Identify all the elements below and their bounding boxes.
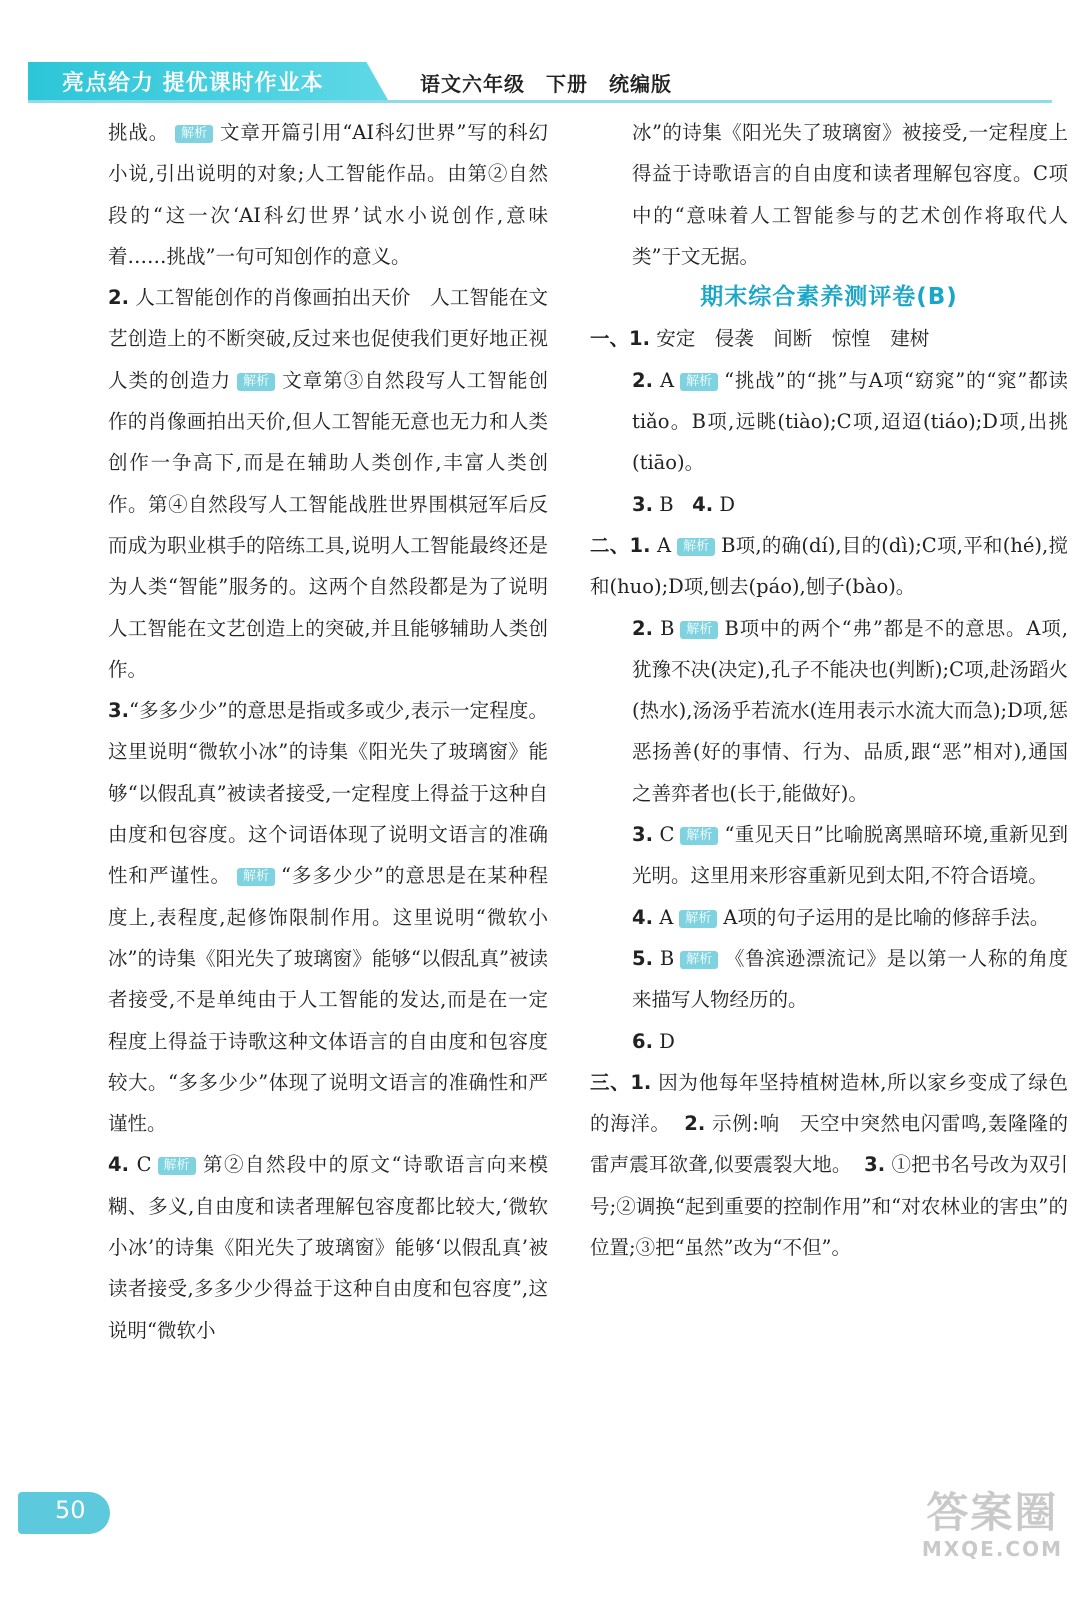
- watermark: [922, 1488, 1063, 1560]
- section-title: 期末综合素养测评卷(B): [700, 284, 958, 311]
- answer-4: 4. C 解析 第②自然段中的原文“诗歌语言向来模糊、多义,自由度和读者理解包容度都比较大,‘微软小冰’的诗集《阳光失了玻璃窗》能够‘以假乱真’被读者接受,多多少少得益于这种自由度和包容度”,这说明“微软小: [108, 1153, 548, 1342]
- analysis-tag: 解析: [237, 868, 275, 886]
- answer-4-continued: 冰”的诗集《阳光失了玻璃窗》被接受,一定程度上得益于诗歌语言的自由度和读者理解包容度。C项中的“意味着人工智能参与的艺术创作将取代人类”于文无据。: [632, 121, 1068, 268]
- section-1-q1: 一、1. 安定 侵袭 间断 惊惶 建树: [590, 327, 930, 351]
- watermark-domain: MXQE.COM: [921, 1537, 1063, 1561]
- section-3: 三、1. 因为他每年坚持植树造林,所以家乡变成了绿色的海洋。 2. 示例:响 天空中突然电闪雷鸣,轰隆隆的雷声震耳欲聋,似要震裂大地。 3. ①把书名号改为双引号;②调换“起到重要的控制作用”和“对农林业的害虫”的位置;③把“虽然”改为“不但”。: [590, 1070, 1068, 1260]
- section-2-q3: 3. C 解析 “重见天日”比喻脱离黑暗环境,重新见到光明。这里用来形容重新见到太阳,不符合语境。: [632, 823, 1069, 888]
- section-2-q5: 5. B 解析 《鲁滨逊漂流记》是以第一人称的角度来描写人物经历的。: [632, 946, 1068, 1012]
- section-1-q3-q4: 3. B 4. D: [632, 492, 735, 516]
- analysis-tag: 解析: [680, 621, 718, 639]
- header-rule: [28, 100, 1052, 103]
- analysis-tag: 解析: [679, 910, 717, 928]
- section-2-q4: 4. A 解析 A项的句子运用的是比喻的修辞手法。: [632, 905, 1050, 929]
- analysis-tag: 解析: [680, 373, 718, 391]
- header-brand: 亮点给力 提优课时作业本: [62, 71, 324, 96]
- right-column: [590, 112, 1068, 1268]
- analysis-tag: 解析: [158, 1157, 196, 1175]
- watermark-text: 答案圈: [926, 1488, 1059, 1537]
- answer-2: 2. 人工智能创作的肖像画拍出天价 人工智能在文艺创造上的不断突破,反过来也促使我们更好地正视人类的创造力 解析 文章第③自然段写人工智能创作的肖像画拍出天价,但人工智能无意也无力和人类创作一争高下,而是在辅助人类创作,丰富人类创作。第④自然段写人工智能战胜世界围棋冠军后反而成为职业棋手的陪练工具,说明人工智能最终还是为人类“智能”服务的。这两个自然段都是为了说明人工智能在文艺创造上的突破,并且能够辅助人类创作。: [108, 286, 548, 681]
- analysis-tag: 解析: [680, 827, 718, 845]
- analysis-tag: 解析: [677, 538, 715, 556]
- analysis-tag: 解析: [175, 125, 213, 143]
- section-2-q6: 6. D: [632, 1029, 675, 1053]
- analysis-tag: 解析: [237, 373, 275, 391]
- section-2-q1: 二、1. A 解析 B项,的确(dí),目的(dì);C项,平和(hé),搅和(huo);D项,刨去(páo),刨子(bào)。: [590, 533, 1068, 599]
- left-column: [108, 112, 548, 1351]
- page-number: 50: [55, 1496, 86, 1524]
- section-2-q2: 2. B 解析 B项中的两个“弗”都是不的意思。A项,犹豫不决(决定),孔子不能决也(判断);C项,赴汤蹈火(热水),汤汤乎若流水(连用表示水流大而急);D项,惩恶扬善(好的事情、行为、品质,跟“恶”相对),通国之善弈者也(长于,能做好)。: [632, 616, 1068, 805]
- answer-3: 3.“多多少少”的意思是指或多或少,表示一定程度。这里说明“微软小冰”的诗集《阳光失了玻璃窗》能够“以假乱真”被读者接受,一定程度上得益于这种自由度和包容度。这个词语体现了说明文语言的准确性和严谨性。 解析 “多多少少”的意思是在某种程度上,表程度,起修饰限制作用。这里说明“微软小冰”的诗集《阳光失了玻璃窗》能够“以假乱真”被读者接受,不是单纯由于人工智能的发达,而是在一定程度上得益于诗歌这种文体语言的自由度和包容度较大。“多多少少”体现了说明文语言的准确性和严谨性。: [108, 699, 548, 1136]
- analysis-tag: 解析: [680, 951, 718, 969]
- answer-1-continued: 挑战。 解析 文章开篇引用“AI科幻世界”写的科幻小说,引出说明的对象;人工智能作品。由第②自然段的“这一次‘AI科幻世界’试水小说创作,意味着……挑战”一句可知创作的意义。: [108, 121, 548, 268]
- header-subject: 语文六年级 下册 统编版: [420, 72, 672, 96]
- section-1-q2: 2. A 解析 “挑战”的“挑”与A项“窈窕”的“窕”都读tiǎo。B项,远眺(tiào);C项,迢迢(tiáo);D项,出挑(tiāo)。: [632, 368, 1069, 475]
